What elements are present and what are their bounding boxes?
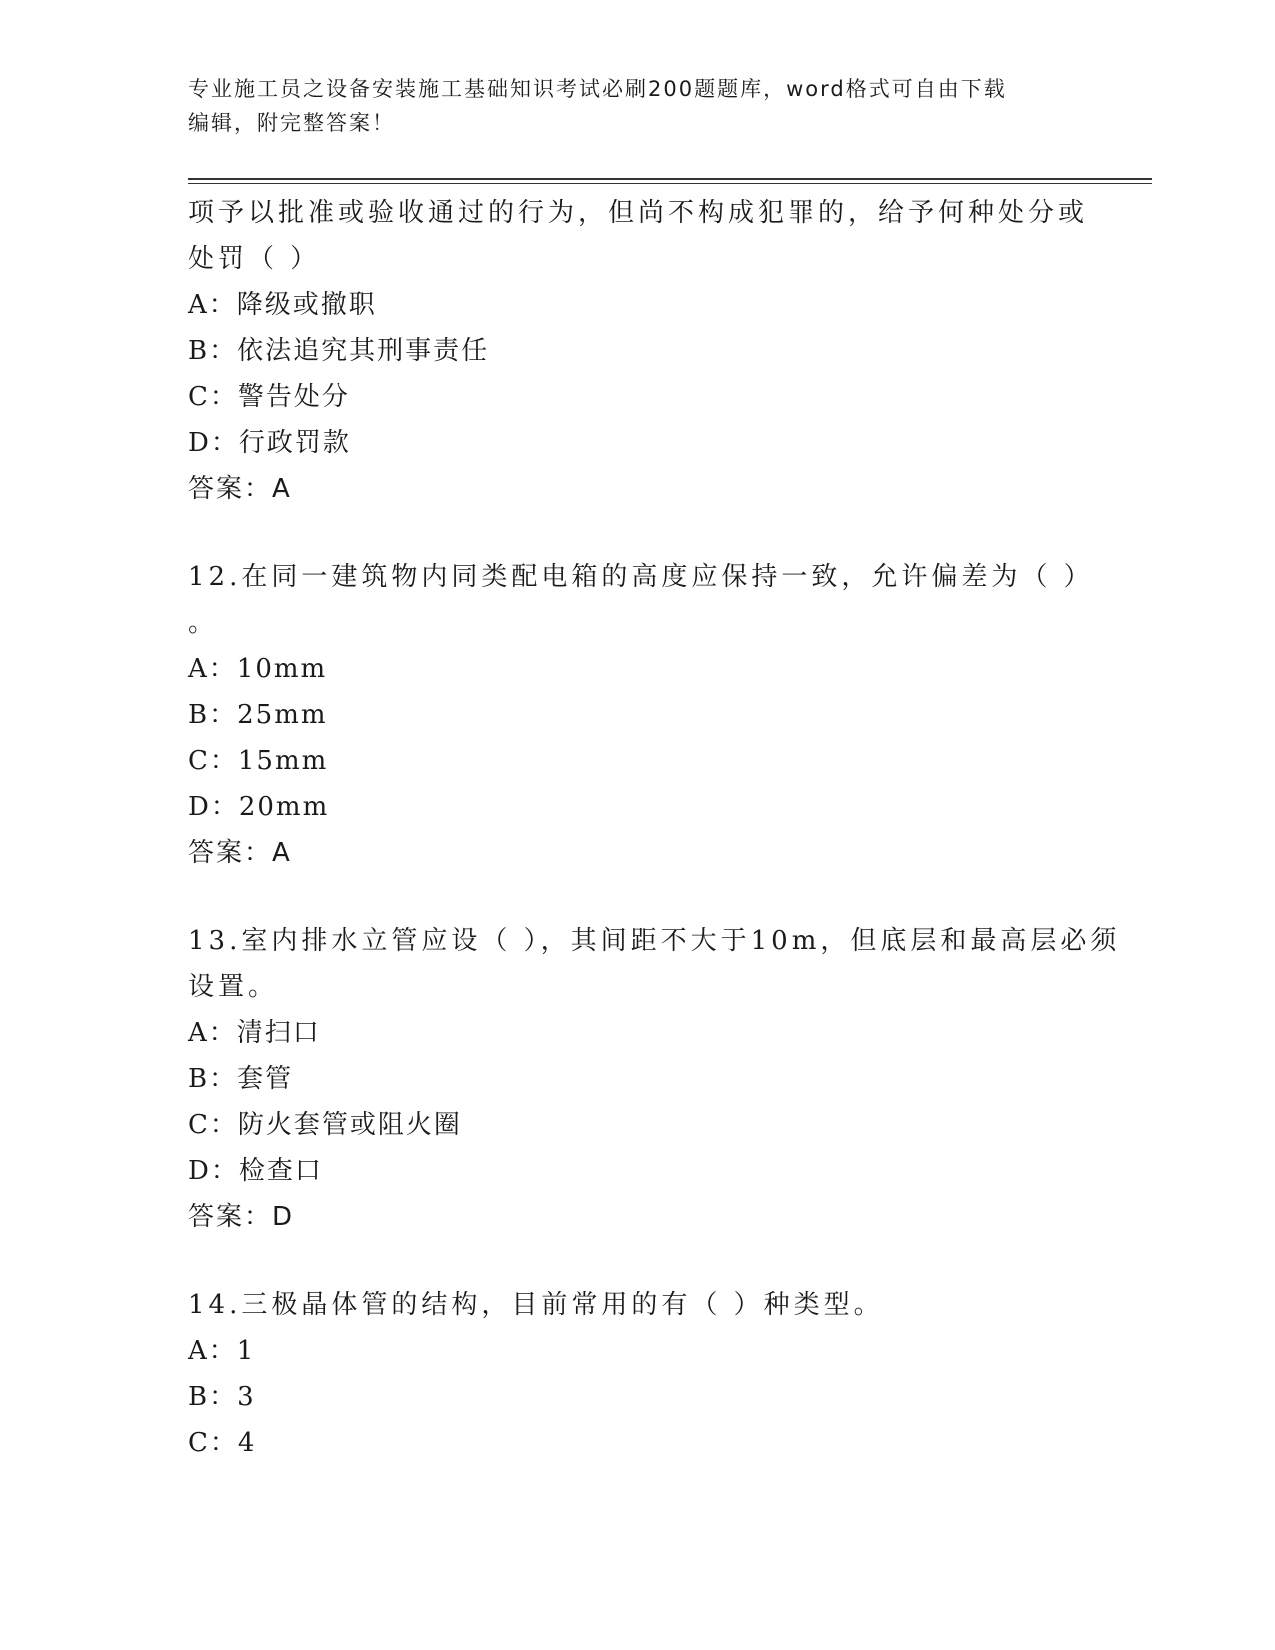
question-stem: 13.室内排水立管应设（ ），其间距不大于10m，但底层和最高层必须 — [188, 926, 1121, 956]
question-stem: 处罚（ ） — [188, 244, 321, 274]
answer: 答案：A — [188, 838, 292, 868]
option-c: C：15mm — [188, 746, 329, 776]
option-a: A：10mm — [188, 654, 328, 684]
question-11 — [188, 190, 1088, 512]
question-stem: 14.三极晶体管的结构，目前常用的有（ ）种类型。 — [188, 1290, 884, 1320]
option-a: A：清扫口 — [188, 1018, 321, 1048]
header-line-1: 专业施工员之设备安装施工基础知识考试必刷200题题库，word格式可自由下载 — [188, 77, 1007, 101]
option-d: D：20mm — [188, 792, 330, 822]
question-stem: 。 — [188, 608, 219, 638]
header-divider-thin — [188, 183, 1152, 184]
option-b: B：3 — [188, 1382, 256, 1412]
option-b: B：依法追究其刑事责任 — [188, 336, 490, 366]
option-c: C：警告处分 — [188, 382, 350, 412]
option-a: A：降级或撤职 — [188, 290, 377, 320]
document-header — [188, 72, 1088, 140]
option-b: B：25mm — [188, 700, 328, 730]
option-d: D：行政罚款 — [188, 428, 351, 458]
question-list — [188, 190, 1121, 1466]
question-stem: 项予以批准或验收通过的行为，但尚不构成犯罪的，给予何种处分或 — [188, 198, 1089, 228]
option-c: C：防火套管或阻火圈 — [188, 1110, 462, 1140]
option-a: A：1 — [188, 1336, 256, 1366]
answer: 答案：A — [188, 474, 292, 504]
header-line-2: 编辑，附完整答案！ — [188, 111, 395, 135]
option-d: D：检查口 — [188, 1156, 323, 1186]
header-divider-thick — [188, 178, 1152, 180]
question-stem: 12.在同一建筑物内同类配电箱的高度应保持一致，允许偏差为（ ） — [188, 562, 1094, 592]
question-12 — [188, 554, 1094, 876]
question-stem: 设置。 — [188, 972, 279, 1002]
question-13 — [188, 918, 1121, 1240]
option-b: B：套管 — [188, 1064, 294, 1094]
answer: 答案：D — [188, 1202, 295, 1232]
question-14 — [188, 1282, 1088, 1466]
option-c: C：4 — [188, 1428, 257, 1458]
